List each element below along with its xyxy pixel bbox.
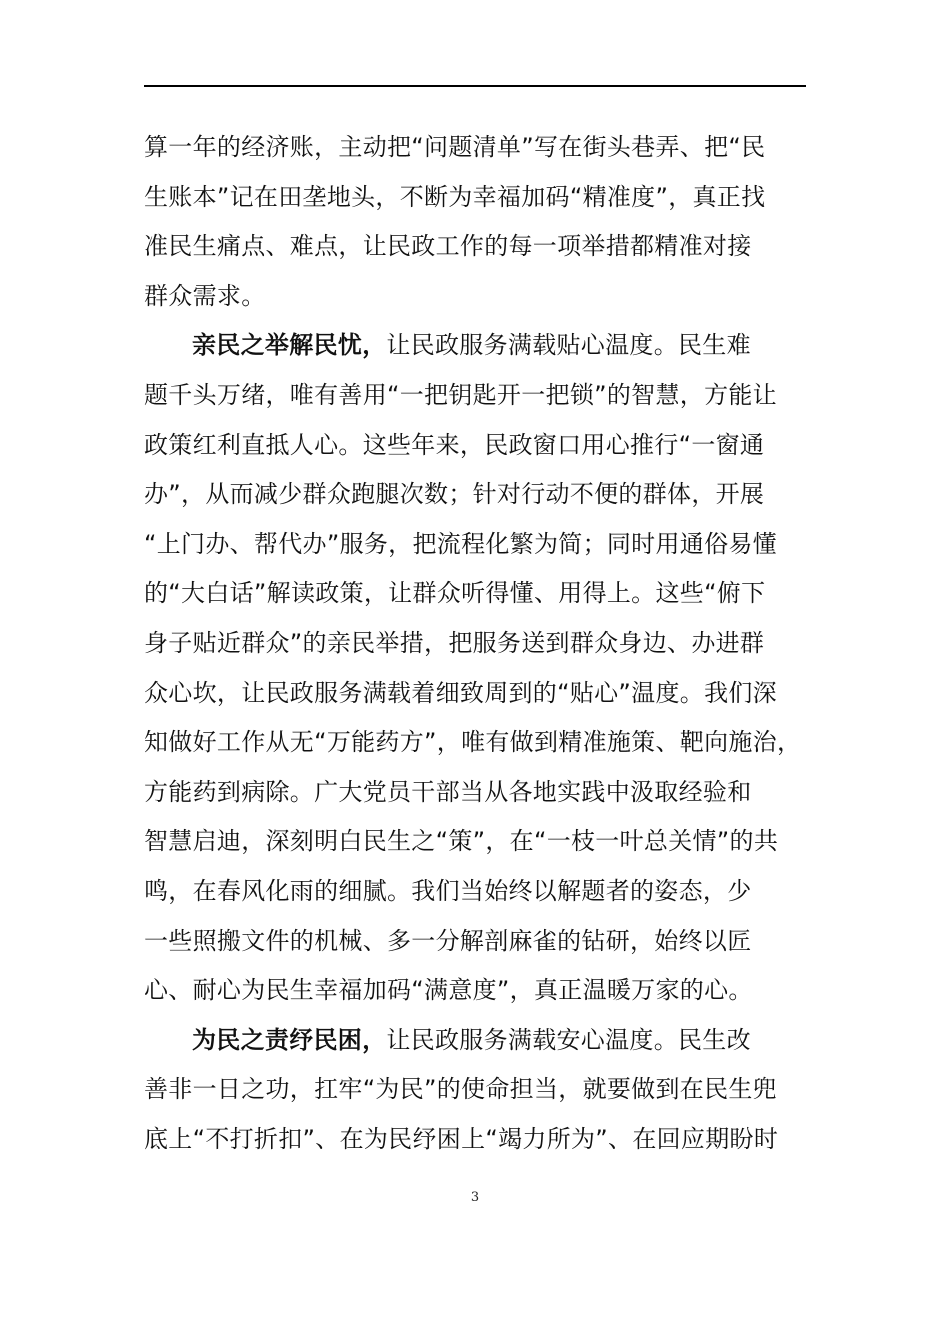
text-line: 政策红利直抵人心。这些年来，民政窗口用心推行“一窗通 bbox=[144, 430, 765, 459]
paragraph-lead-rest: 让民政服务满载贴心温度。民生难 bbox=[386, 331, 751, 360]
text-line: 身子贴近群众”的亲民举措，把服务送到群众身边、办进群 bbox=[144, 628, 765, 657]
text-line: 一些照搬文件的机械、多一分解剖麻雀的钻研，始终以匠 bbox=[144, 926, 752, 955]
text-line: 方能药到病除。广大党员干部当从各地实践中汲取经验和 bbox=[144, 777, 752, 806]
text-line: “上门办、帮代办”服务，把流程化繁为简；同时用通俗易懂 bbox=[144, 529, 777, 558]
text-line: 的“大白话”解读政策，让群众听得懂、用得上。这些“俯下 bbox=[144, 579, 766, 608]
text-line: 鸣，在春风化雨的细腻。我们当始终以解题者的姿态，少 bbox=[144, 876, 752, 905]
paragraph-lead-rest: 让民政服务满载安心温度。民生改 bbox=[386, 1025, 751, 1054]
text-line: 办”，从而减少群众跑腿次数；针对行动不便的群体，开展 bbox=[144, 480, 765, 509]
text-line: 底上“不打折扣”、在为民纾困上“竭力所为”、在回应期盼时 bbox=[144, 1124, 779, 1153]
paragraph-lead: 亲民之举解民忧， bbox=[192, 331, 387, 360]
text-line: 众心坎，让民政服务满载着细致周到的“贴心”温度。我们深 bbox=[144, 678, 777, 707]
text-line: 知做好工作从无“万能药方”，唯有做到精准施策、靶向施治， bbox=[144, 728, 802, 757]
text-line: 群众需求。 bbox=[144, 281, 266, 310]
paragraph-heading-line bbox=[144, 321, 834, 371]
text-line: 智慧启迪，深刻明白民生之“策”，在“一枝一叶总关情”的共 bbox=[144, 827, 779, 856]
paragraph-heading-line bbox=[144, 1016, 834, 1066]
text-line: 准民生痛点、难点，让民政工作的每一项举措都精准对接 bbox=[144, 232, 752, 261]
text-line: 生账本”记在田垄地头，不断为幸福加码“精准度”，真正找 bbox=[144, 182, 766, 211]
text-line: 题千头万绪，唯有善用“一把钥匙开一把锁”的智慧，方能让 bbox=[144, 380, 777, 409]
text-line: 算一年的经济账，主动把“问题清单”写在街头巷弄、把“民 bbox=[144, 133, 766, 161]
text-line: 善非一日之功，扛牢“为民”的使命担当，就要做到在民生兜 bbox=[144, 1075, 777, 1104]
paragraph-lead: 为民之责纾民困， bbox=[192, 1025, 387, 1054]
body-text bbox=[144, 123, 834, 1164]
header-rule bbox=[144, 85, 806, 87]
text-line: 心、耐心为民生幸福加码“满意度”，真正温暖万家的心。 bbox=[144, 976, 753, 1005]
page-number: 3 bbox=[470, 1190, 480, 1205]
